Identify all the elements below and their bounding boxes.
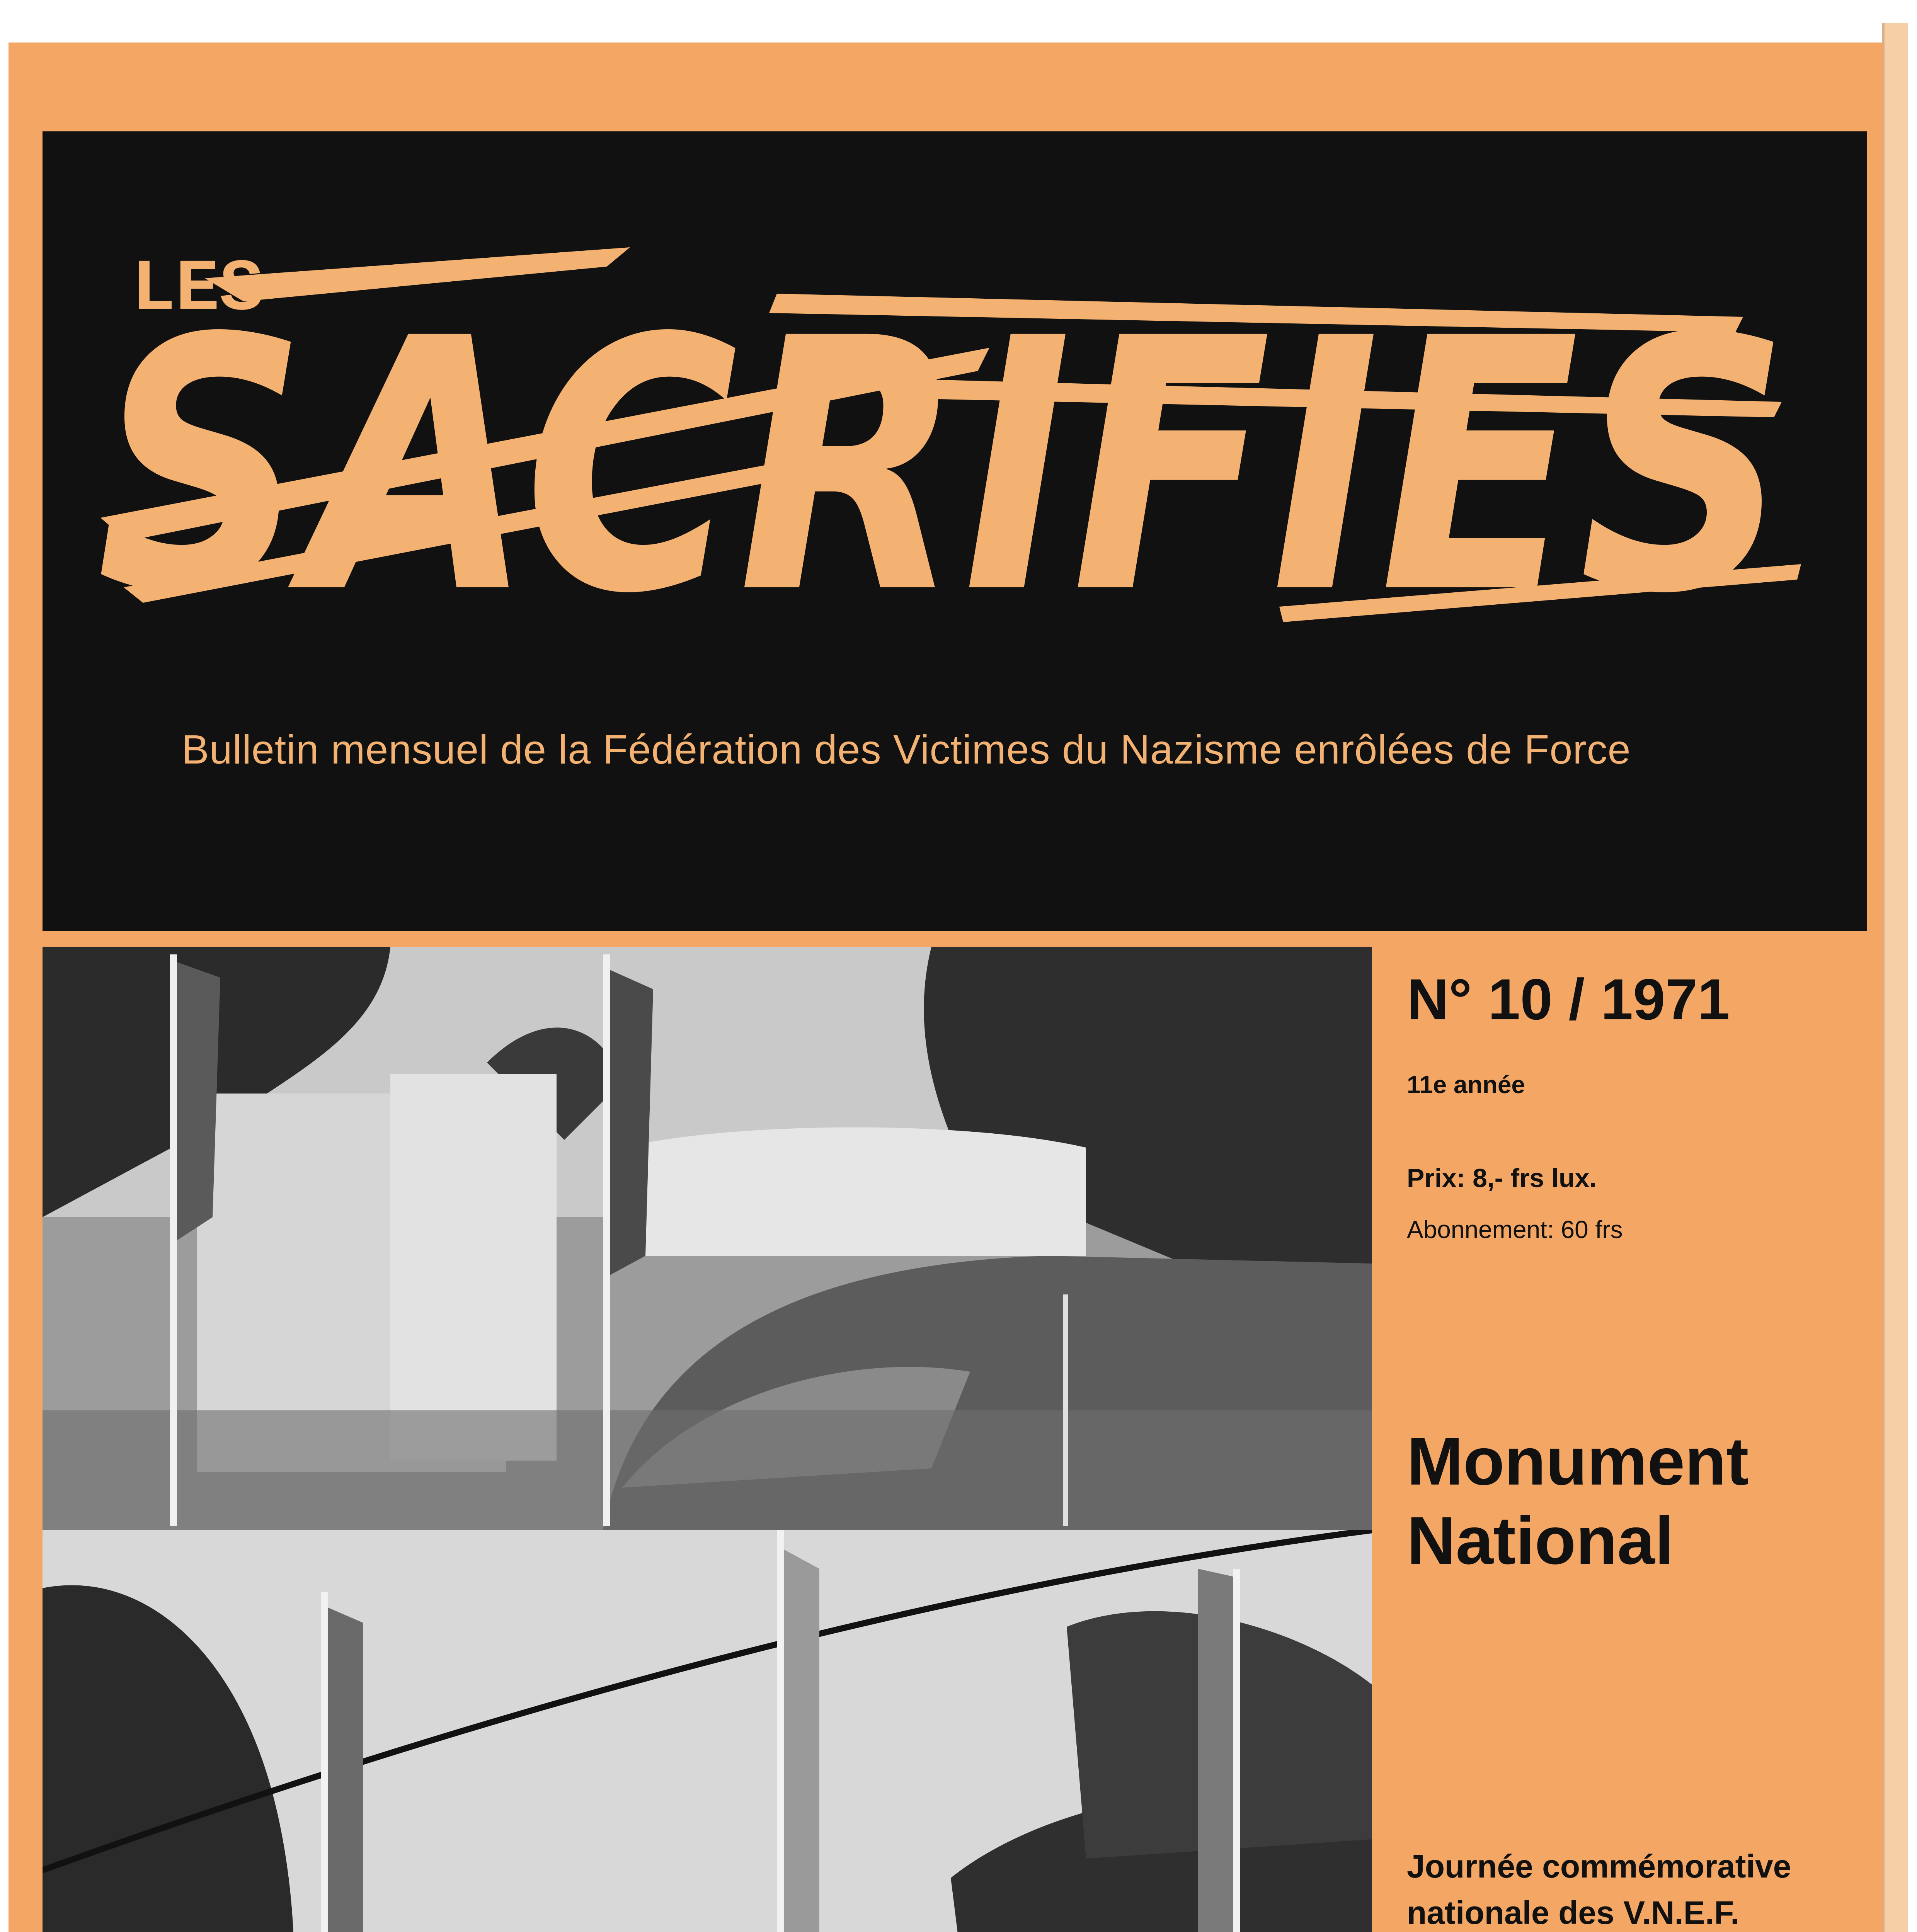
logo [43, 131, 1867, 750]
headline-line-1: Monument [1407, 1424, 1749, 1499]
headline-line-2: National [1407, 1503, 1674, 1578]
event-line-1: Journée commémorative [1407, 1848, 1791, 1884]
year-of-publication: 11e année [1407, 1071, 1525, 1099]
event-line-2: nationale des V.N.E.F. [1407, 1895, 1740, 1931]
logo-sacrifies: SACRIFIES [97, 265, 1789, 670]
subtitle: Bulletin mensuel de la Fédération des Victimes du Nazisme enrôlées de Force [182, 727, 1631, 772]
issue-number: N° 10 / 1971 [1407, 967, 1730, 1032]
photo-monument-construction [43, 947, 1372, 1530]
event-title [1407, 1843, 1791, 1932]
masthead [43, 131, 1867, 931]
subscription-price: Abonnement: 60 frs [1407, 1216, 1623, 1243]
paper-edge [1882, 23, 1908, 1932]
logo-les: LES [131, 248, 264, 332]
cover-headline [1407, 1422, 1749, 1580]
photo-monument-site [43, 1530, 1372, 1932]
price: Prix: 8,- frs lux. [1407, 1163, 1597, 1193]
